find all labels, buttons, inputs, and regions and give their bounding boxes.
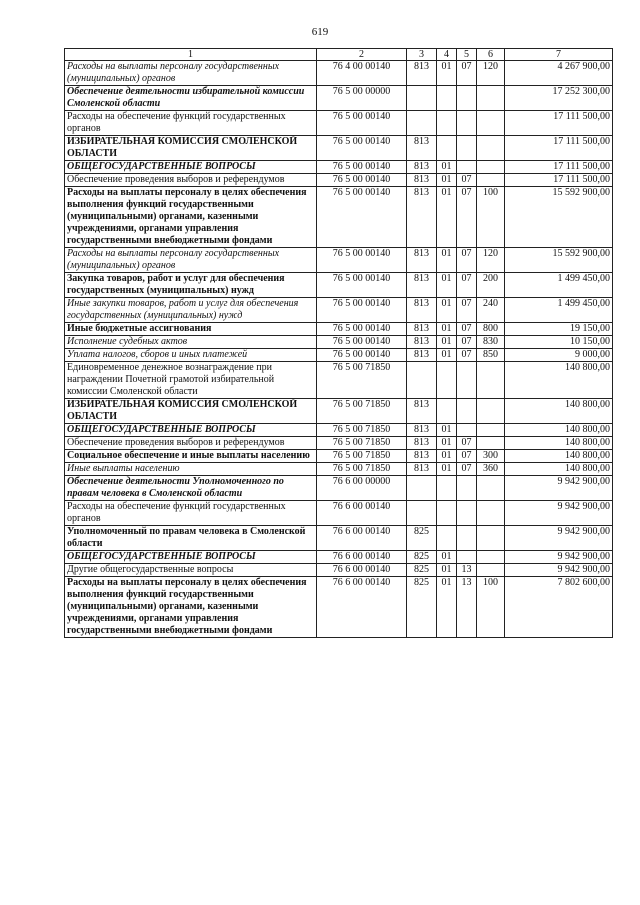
row-expense-type-cell <box>477 526 505 551</box>
row-target-article-cell: 76 5 00 71850 <box>317 437 407 450</box>
row-section-cell <box>437 111 457 136</box>
row-target-article-cell: 76 5 00 00140 <box>317 248 407 273</box>
row-expense-type-cell: 800 <box>477 323 505 336</box>
row-expense-type-cell <box>477 399 505 424</box>
row-name-cell: Уплата налогов, сборов и иных платежей <box>65 349 317 362</box>
row-administrator-code-cell: 813 <box>407 450 437 463</box>
row-subsection-cell: 07 <box>457 336 477 349</box>
table-row <box>65 564 613 577</box>
row-target-article-cell: 76 5 00 71850 <box>317 424 407 437</box>
row-amount-cell: 140 800,00 <box>505 424 613 437</box>
table-row <box>65 273 613 298</box>
row-amount-cell: 19 150,00 <box>505 323 613 336</box>
row-amount-cell: 4 267 900,00 <box>505 61 613 86</box>
row-administrator-code-cell: 813 <box>407 273 437 298</box>
row-amount-cell: 9 942 900,00 <box>505 501 613 526</box>
table-row <box>65 248 613 273</box>
page-number: 619 <box>311 26 329 38</box>
table-row <box>65 111 613 136</box>
row-name-cell: ОБЩЕГОСУДАРСТВЕННЫЕ ВОПРОСЫ <box>65 161 317 174</box>
row-section-cell: 01 <box>437 248 457 273</box>
row-subsection-cell: 07 <box>457 174 477 187</box>
row-amount-cell: 140 800,00 <box>505 362 613 399</box>
row-administrator-code-cell <box>407 362 437 399</box>
row-name-cell: Расходы на выплаты персоналу в целях обеспечения выполнения функций государственными (муниципальными) органами, казенными учреждениями, органами управления государственными внебюджетными фондами <box>65 187 317 248</box>
row-section-cell <box>437 526 457 551</box>
table-row <box>65 161 613 174</box>
row-expense-type-cell <box>477 362 505 399</box>
row-name-cell: Обеспечение деятельности Уполномоченного по правам человека в Смоленской области <box>65 476 317 501</box>
row-name-cell: ОБЩЕГОСУДАРСТВЕННЫЕ ВОПРОСЫ <box>65 551 317 564</box>
table-body <box>65 61 613 638</box>
row-administrator-code-cell: 813 <box>407 437 437 450</box>
row-target-article-cell: 76 5 00 00140 <box>317 273 407 298</box>
row-subsection-cell: 07 <box>457 187 477 248</box>
row-name-cell: Обеспечение деятельности избирательной комиссии Смоленской области <box>65 86 317 111</box>
row-name-cell: Исполнение судебных актов <box>65 336 317 349</box>
row-section-cell: 01 <box>437 187 457 248</box>
table-row <box>65 551 613 564</box>
row-expense-type-cell <box>477 501 505 526</box>
row-subsection-cell <box>457 501 477 526</box>
table-header-row <box>65 49 613 61</box>
row-expense-type-cell <box>477 86 505 111</box>
row-section-cell <box>437 86 457 111</box>
row-name-cell: Расходы на обеспечение функций государственных органов <box>65 111 317 136</box>
row-section-cell: 01 <box>437 564 457 577</box>
row-subsection-cell <box>457 424 477 437</box>
row-subsection-cell: 07 <box>457 463 477 476</box>
table-row <box>65 577 613 638</box>
row-expense-type-cell: 830 <box>477 336 505 349</box>
row-subsection-cell: 07 <box>457 450 477 463</box>
row-expense-type-cell <box>477 111 505 136</box>
row-amount-cell: 15 592 900,00 <box>505 187 613 248</box>
row-subsection-cell <box>457 476 477 501</box>
row-administrator-code-cell: 813 <box>407 161 437 174</box>
table-row <box>65 424 613 437</box>
table-row <box>65 349 613 362</box>
row-section-cell <box>437 501 457 526</box>
table-row <box>65 336 613 349</box>
table-row <box>65 399 613 424</box>
table-row <box>65 174 613 187</box>
table-row <box>65 298 613 323</box>
row-section-cell: 01 <box>437 349 457 362</box>
row-name-cell: Обеспечение проведения выборов и референдумов <box>65 437 317 450</box>
column-header-4: 4 <box>437 49 457 61</box>
table-row <box>65 450 613 463</box>
row-name-cell: Расходы на выплаты персоналу государственных (муниципальных) органов <box>65 248 317 273</box>
row-target-article-cell: 76 6 00 00140 <box>317 577 407 638</box>
row-section-cell <box>437 136 457 161</box>
row-name-cell: Иные бюджетные ассигнования <box>65 323 317 336</box>
row-target-article-cell: 76 6 00 00140 <box>317 564 407 577</box>
row-subsection-cell <box>457 399 477 424</box>
row-subsection-cell: 07 <box>457 298 477 323</box>
row-amount-cell: 17 111 500,00 <box>505 161 613 174</box>
row-administrator-code-cell: 825 <box>407 551 437 564</box>
row-subsection-cell: 13 <box>457 564 477 577</box>
row-subsection-cell: 07 <box>457 349 477 362</box>
row-expense-type-cell <box>477 564 505 577</box>
row-expense-type-cell: 100 <box>477 577 505 638</box>
row-section-cell <box>437 362 457 399</box>
table-row <box>65 476 613 501</box>
row-section-cell: 01 <box>437 273 457 298</box>
row-target-article-cell: 76 5 00 00140 <box>317 349 407 362</box>
row-amount-cell: 140 800,00 <box>505 463 613 476</box>
row-amount-cell: 140 800,00 <box>505 450 613 463</box>
row-amount-cell: 9 942 900,00 <box>505 526 613 551</box>
row-expense-type-cell <box>477 551 505 564</box>
row-target-article-cell: 76 5 00 00140 <box>317 323 407 336</box>
row-amount-cell: 1 499 450,00 <box>505 273 613 298</box>
row-section-cell: 01 <box>437 437 457 450</box>
row-amount-cell: 17 111 500,00 <box>505 111 613 136</box>
row-administrator-code-cell: 813 <box>407 399 437 424</box>
row-name-cell: Закупка товаров, работ и услуг для обеспечения государственных (муниципальных) нужд <box>65 273 317 298</box>
row-target-article-cell: 76 5 00 00140 <box>317 111 407 136</box>
row-amount-cell: 9 942 900,00 <box>505 476 613 501</box>
row-name-cell: Расходы на обеспечение функций государственных органов <box>65 501 317 526</box>
row-subsection-cell <box>457 86 477 111</box>
row-target-article-cell: 76 6 00 00140 <box>317 551 407 564</box>
row-expense-type-cell: 120 <box>477 248 505 273</box>
row-expense-type-cell: 360 <box>477 463 505 476</box>
row-name-cell: Социальное обеспечение и иные выплаты населению <box>65 450 317 463</box>
row-amount-cell: 7 802 600,00 <box>505 577 613 638</box>
row-name-cell: Другие общегосударственные вопросы <box>65 564 317 577</box>
row-expense-type-cell <box>477 161 505 174</box>
row-target-article-cell: 76 5 00 00140 <box>317 336 407 349</box>
row-target-article-cell: 76 6 00 00140 <box>317 501 407 526</box>
row-subsection-cell: 07 <box>457 437 477 450</box>
row-subsection-cell: 07 <box>457 273 477 298</box>
row-target-article-cell: 76 5 00 00140 <box>317 174 407 187</box>
row-target-article-cell: 76 5 00 00000 <box>317 86 407 111</box>
row-name-cell: Иные закупки товаров, работ и услуг для обеспечения государственных (муниципальных) нужд <box>65 298 317 323</box>
row-expense-type-cell: 200 <box>477 273 505 298</box>
row-name-cell: Иные выплаты населению <box>65 463 317 476</box>
row-amount-cell: 17 111 500,00 <box>505 174 613 187</box>
row-section-cell: 01 <box>437 551 457 564</box>
table-row <box>65 136 613 161</box>
row-subsection-cell: 07 <box>457 323 477 336</box>
table-row <box>65 526 613 551</box>
row-subsection-cell: 07 <box>457 61 477 86</box>
row-name-cell: Обеспечение проведения выборов и референдумов <box>65 174 317 187</box>
row-administrator-code-cell: 813 <box>407 174 437 187</box>
row-expense-type-cell <box>477 437 505 450</box>
row-subsection-cell: 07 <box>457 248 477 273</box>
row-section-cell <box>437 476 457 501</box>
column-header-2: 2 <box>317 49 407 61</box>
row-target-article-cell: 76 5 00 71850 <box>317 362 407 399</box>
row-target-article-cell: 76 5 00 00140 <box>317 187 407 248</box>
row-administrator-code-cell <box>407 86 437 111</box>
row-administrator-code-cell <box>407 111 437 136</box>
row-section-cell: 01 <box>437 161 457 174</box>
table-row <box>65 86 613 111</box>
row-administrator-code-cell: 813 <box>407 323 437 336</box>
row-administrator-code-cell <box>407 476 437 501</box>
table-row <box>65 187 613 248</box>
row-amount-cell: 17 252 300,00 <box>505 86 613 111</box>
row-administrator-code-cell <box>407 501 437 526</box>
row-expense-type-cell: 300 <box>477 450 505 463</box>
table-row <box>65 61 613 86</box>
row-amount-cell: 140 800,00 <box>505 437 613 450</box>
row-target-article-cell: 76 6 00 00140 <box>317 526 407 551</box>
row-administrator-code-cell: 825 <box>407 526 437 551</box>
row-name-cell: Расходы на выплаты персоналу в целях обеспечения выполнения функций государственными (муниципальными) органами, казенными учреждениями, органами управления государственными внебюджетными фондами <box>65 577 317 638</box>
column-header-1: 1 <box>65 49 317 61</box>
row-target-article-cell: 76 5 00 00140 <box>317 298 407 323</box>
row-administrator-code-cell: 813 <box>407 463 437 476</box>
row-target-article-cell: 76 5 00 00140 <box>317 136 407 161</box>
row-administrator-code-cell: 813 <box>407 248 437 273</box>
row-administrator-code-cell: 813 <box>407 298 437 323</box>
row-amount-cell: 9 942 900,00 <box>505 564 613 577</box>
row-section-cell: 01 <box>437 450 457 463</box>
row-amount-cell: 140 800,00 <box>505 399 613 424</box>
row-section-cell: 01 <box>437 463 457 476</box>
row-administrator-code-cell: 813 <box>407 424 437 437</box>
column-header-6: 6 <box>477 49 505 61</box>
row-administrator-code-cell: 813 <box>407 136 437 161</box>
row-amount-cell: 17 111 500,00 <box>505 136 613 161</box>
table-row <box>65 501 613 526</box>
row-expense-type-cell: 100 <box>477 187 505 248</box>
row-subsection-cell <box>457 111 477 136</box>
table-row <box>65 362 613 399</box>
row-section-cell: 01 <box>437 577 457 638</box>
row-subsection-cell: 13 <box>457 577 477 638</box>
row-section-cell: 01 <box>437 298 457 323</box>
column-header-5: 5 <box>457 49 477 61</box>
row-name-cell: Уполномоченный по правам человека в Смоленской области <box>65 526 317 551</box>
row-name-cell: Единовременное денежное вознаграждение при награждении Почетной грамотой избирательной комиссии Смоленской области <box>65 362 317 399</box>
row-section-cell: 01 <box>437 336 457 349</box>
budget-table <box>64 48 613 638</box>
row-name-cell: ИЗБИРАТЕЛЬНАЯ КОМИССИЯ СМОЛЕНСКОЙ ОБЛАСТИ <box>65 399 317 424</box>
row-target-article-cell: 76 5 00 71850 <box>317 399 407 424</box>
row-administrator-code-cell: 813 <box>407 187 437 248</box>
row-name-cell: ИЗБИРАТЕЛЬНАЯ КОМИССИЯ СМОЛЕНСКОЙ ОБЛАСТИ <box>65 136 317 161</box>
row-amount-cell: 15 592 900,00 <box>505 248 613 273</box>
row-section-cell: 01 <box>437 174 457 187</box>
table-row <box>65 323 613 336</box>
row-target-article-cell: 76 5 00 71850 <box>317 450 407 463</box>
row-expense-type-cell <box>477 174 505 187</box>
row-subsection-cell <box>457 136 477 161</box>
row-target-article-cell: 76 4 00 00140 <box>317 61 407 86</box>
row-target-article-cell: 76 5 00 71850 <box>317 463 407 476</box>
row-name-cell: Расходы на выплаты персоналу государственных (муниципальных) органов <box>65 61 317 86</box>
row-administrator-code-cell: 813 <box>407 349 437 362</box>
row-section-cell: 01 <box>437 323 457 336</box>
row-subsection-cell <box>457 362 477 399</box>
row-administrator-code-cell: 825 <box>407 564 437 577</box>
row-amount-cell: 9 000,00 <box>505 349 613 362</box>
row-target-article-cell: 76 5 00 00140 <box>317 161 407 174</box>
row-subsection-cell <box>457 161 477 174</box>
row-administrator-code-cell: 813 <box>407 336 437 349</box>
row-administrator-code-cell: 813 <box>407 61 437 86</box>
row-name-cell: ОБЩЕГОСУДАРСТВЕННЫЕ ВОПРОСЫ <box>65 424 317 437</box>
row-expense-type-cell: 240 <box>477 298 505 323</box>
row-section-cell <box>437 399 457 424</box>
row-administrator-code-cell: 825 <box>407 577 437 638</box>
column-header-3: 3 <box>407 49 437 61</box>
row-amount-cell: 10 150,00 <box>505 336 613 349</box>
row-amount-cell: 1 499 450,00 <box>505 298 613 323</box>
row-section-cell: 01 <box>437 424 457 437</box>
row-expense-type-cell <box>477 424 505 437</box>
row-expense-type-cell: 850 <box>477 349 505 362</box>
row-expense-type-cell <box>477 136 505 161</box>
row-section-cell: 01 <box>437 61 457 86</box>
row-expense-type-cell: 120 <box>477 61 505 86</box>
table-row <box>65 437 613 450</box>
table-row <box>65 463 613 476</box>
row-subsection-cell <box>457 551 477 564</box>
row-target-article-cell: 76 6 00 00000 <box>317 476 407 501</box>
row-expense-type-cell <box>477 476 505 501</box>
column-header-7: 7 <box>505 49 613 61</box>
row-subsection-cell <box>457 526 477 551</box>
row-amount-cell: 9 942 900,00 <box>505 551 613 564</box>
